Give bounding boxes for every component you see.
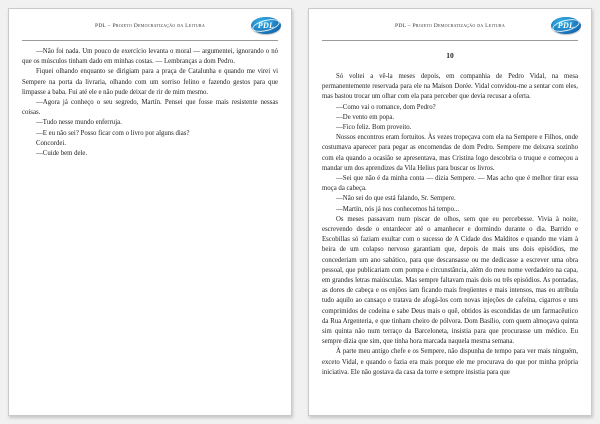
paragraph: —E eu não sei? Posso ficar com o livro por alguns dias? (36, 129, 190, 137)
paragraph: —Não sei do que está falando, Sr. Sempere. (336, 195, 456, 203)
page-number: 10 (446, 51, 454, 60)
pdl-logo-icon (251, 17, 281, 34)
header-title: PDL – Projeto Democratização da Leitura (95, 23, 205, 29)
page-right (308, 8, 592, 416)
paragraph: —Não foi nada. Um pouco de exercício levanta o moral — argumentei, ignorando o nó que os músculos tinham dado em minhas costas. — Lembranças a dom Pedro. (22, 48, 278, 66)
paragraph: Os meses passavam num piscar de olhos, sem que eu percebesse. Vivia à noite, escrevendo desde o entardecer até o amanhecer e dormindo durante o dia. Barrido e Escobillas só faziam exultar com o sucesso de A Cidade dos Malditos e quando me viam à beira de um colapso nervoso garantiam que, depois de mais uns dois episódios, me concederiam um ano sabático, para que descansasse ou me dedicasse a escrever uma obra pessoal, que publicariam com pompa e circunstância, além do meu nome verdadeiro na capa, em grandes letras maiúsculas. Mas sempre faltavam mais dois ou três episódios. As pontadas, as dores de cabeça e os enjôos iam ficando mais freqüentes e mais intensos, mas eu atribuía tudo aquilo ao cansaço e tratava de afogá-los com novas injeções de cafeína, cigarros e uns comprimidos de codeína e sabe Deus mais o quê, obtidos às escondidas de um farmacêutico da Rua Argenteria, e que tinham cheiro de pólvora. Dom Basílio, com quem almoçava quinta sim quinta não num terraço da Barceloneta, insistia para que procurasse um médico. Eu sempre dizia que sim, que tinha hora marcada naquela mesma semana. (322, 215, 578, 346)
paragraph: —Sei que não é da minha conta — dizia Sempere. — Mas acho que é melhor tirar essa moça da cabeça. (322, 175, 578, 193)
left-page-body (22, 47, 278, 159)
page-header (322, 17, 578, 41)
pdl-logo-text: PDL (557, 21, 575, 30)
paragraph: —Tudo nesse mundo enferruja. (36, 119, 122, 127)
paragraph: —Martín, nós já nos conhecemos há tempo... (336, 205, 460, 213)
right-page-body (322, 72, 578, 378)
paragraph: —Como vai o romance, dom Pedro? (336, 103, 436, 111)
page-header (22, 17, 278, 41)
paragraph: —Fico feliz. Bom proveito. (336, 124, 412, 132)
paragraph: —De vento em popa. (336, 113, 395, 121)
pdl-logo-icon (551, 17, 581, 34)
paragraph: —Agora já conheço o seu segredo, Martín. Pensei que fosse mais resistente nessas coisas. (22, 99, 278, 117)
paragraph: Nossos encontros eram fortuitos. Às vezes tropeçava com ela na Sempere e Filhos, onde costumava aparecer para pegar as encomendas de dom Pedro. Sempere me deixava sozinho com ela quando a ocasião se apresentava, mas Cristina logo descobria o truque e começou a mandar um dos aprendizes da Vila Helius para buscar os livros. (322, 134, 578, 172)
paragraph: À parte meu antigo chefe e os Sempere, não dispunha de tempo para ver mais ninguém, exceto Vidal, e quando o fazia era mais porque ele me procurava do que por minha própria iniciativa. Ele não gostava da casa da torre e sempre insistia para que (322, 348, 578, 376)
paragraph: —Cuide bem dele. (36, 150, 88, 158)
paragraph: Só voltei a vê-la meses depois, em companhia de Pedro Vidal, na mesa permanentemente reservada para ele na Maison Dorée. Vidal convidou-me a sentar com eles, mas bastou trocar um olhar com ela para perceber que devia recusar a oferta. (322, 73, 578, 101)
paragraph: Fiquei olhando enquanto se dirigiam para a praça de Catalunha e quando me virei vi Sempere na porta da livraria, olhando com um sorriso felino e fazendo gestos para que limpasse a baba. Fui até ele e não pude deixar de rir de mim mesmo. (22, 68, 278, 96)
paragraph: Concordei. (36, 139, 67, 147)
header-title: PDL – Projeto Democratização da Leitura (395, 23, 505, 29)
page-left (8, 8, 292, 416)
pdl-logo-text: PDL (257, 21, 275, 30)
